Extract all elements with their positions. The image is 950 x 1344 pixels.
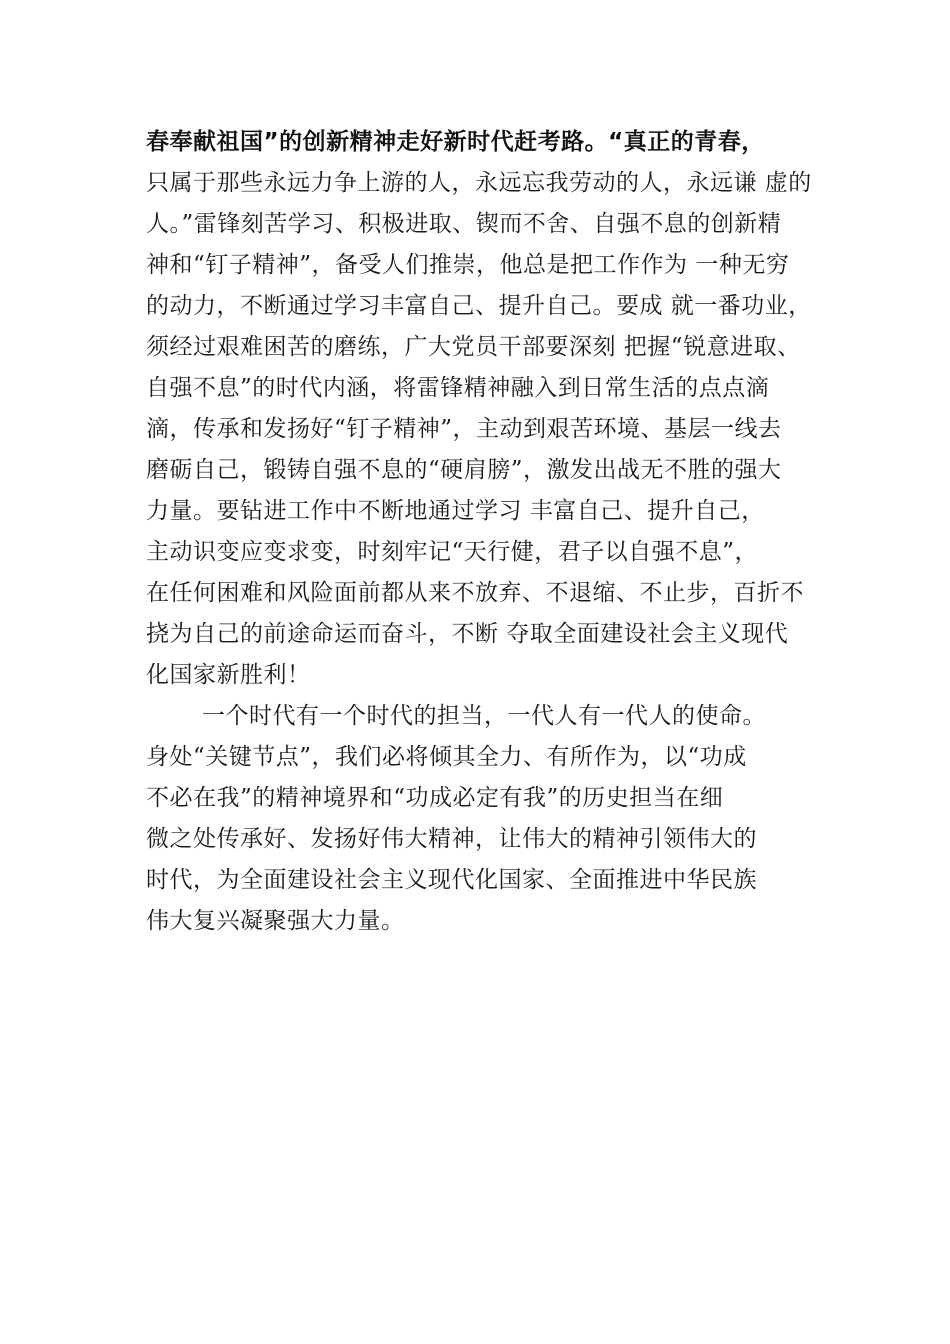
- text-line: 神和“钉子精神”，备受人们推崇，他总是把工作作为 一种无穷: [146, 252, 790, 278]
- text-line: 力量。要钻进工作中不断地通过学习 丰富自己、提升自己，: [146, 498, 765, 524]
- text-line: 主动识变应变求变，时刻牢记“天行健，君子以自强不息”，: [146, 539, 759, 565]
- text-line: 微之处传承好、发扬好伟大精神，让伟大的精神引领伟大的: [146, 826, 757, 852]
- text-line: 人。”雷锋刻苦学习、积极进取、锲而不舍、自强不息的创新精: [146, 211, 782, 237]
- text-line: 化国家新胜利！: [146, 662, 311, 688]
- paragraph-first-line: 一个时代有一个时代的担当，一代人有一代人的使命。: [202, 703, 766, 729]
- text-line: 不必在我”的精神境界和“功成必定有我”的历史担当在细: [146, 785, 724, 811]
- text-line: 挠为自己的前途命运而奋斗，不断 夺取全面建设社会主义现代: [146, 621, 789, 647]
- text-line: 身处“关键节点”，我们必将倾其全力、有所作为，以“功成: [146, 744, 747, 770]
- text-line: 自强不息”的时代内涵，将雷锋精神融入到日常生活的点点滴: [146, 375, 770, 401]
- text-line: 在任何困难和风险面前都从来不放弃、不退缩、不止步，百折不: [146, 580, 804, 606]
- text-line: 春奉献祖国”的创新精神走好新时代赶考路。“真正的青春，: [146, 129, 765, 155]
- text-line: 须经过艰难困苦的磨练，广大党员干部要深刻 把握“锐意进取、: [146, 334, 801, 360]
- document-body: [146, 122, 846, 942]
- text-line: 的动力，不断通过学习丰富自己、提升自己。要成 就一番功业，: [146, 293, 812, 319]
- text-line: 时代，为全面建设社会主义现代化国家、全面推进中华民族: [146, 867, 757, 893]
- text-line: 只属于那些永远力争上游的人，永远忘我劳动的人，永远谦 虚的: [146, 170, 812, 196]
- text-line: 伟大复兴凝聚强大力量。: [146, 908, 405, 934]
- text-line: 磨砺自己，锻铸自强不息的“硬肩膀”，激发出战无不胜的强大: [146, 457, 782, 483]
- text-line: 滴，传承和发扬好“钉子精神”，主动到艰苦环境、基层一线去: [146, 416, 782, 442]
